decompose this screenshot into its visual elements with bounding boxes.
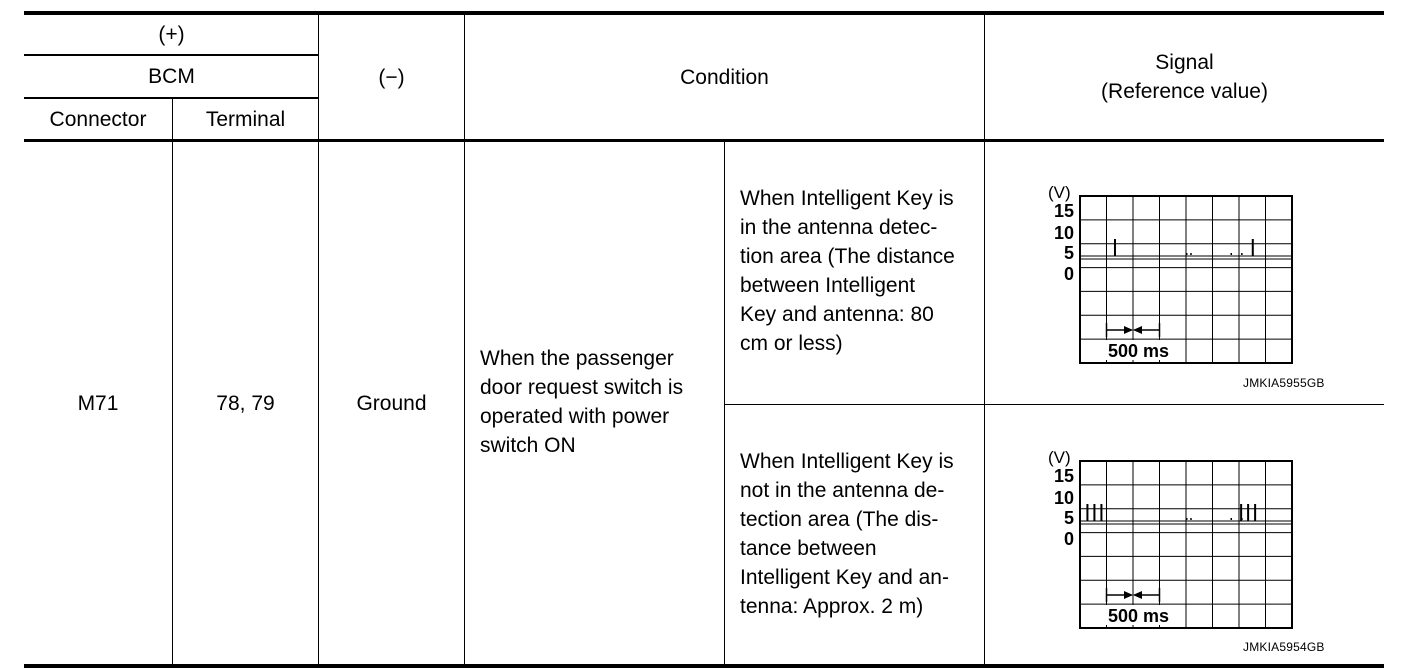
condition-main-line: operated with power (480, 405, 670, 428)
header-signal (985, 15, 1384, 139)
signal-noise (1186, 518, 1188, 520)
scope-y-tick: 5 (1063, 243, 1074, 263)
header-connector: Connector (49, 107, 147, 131)
sub-condition-1 (740, 184, 980, 358)
scope-y-tick: 5 (1063, 508, 1074, 528)
row-minus: Ground (356, 391, 427, 415)
row-connector: M71 (77, 391, 119, 415)
time-label: 500 ms (1108, 341, 1170, 361)
header-plus: (+) (158, 23, 185, 46)
row-condition-main (480, 344, 720, 460)
sub-condition-line: When Intelligent Key is (740, 187, 954, 210)
condition-main-line: door request switch is (480, 376, 684, 399)
scope-y-tick: 10 (1053, 223, 1074, 243)
sub-condition-line: tenna: Approx. 2 m) (740, 595, 924, 618)
sub-row-divider (724, 404, 1384, 405)
header-minus: (−) (378, 65, 405, 89)
scope-unit: (V) (1048, 183, 1071, 202)
sub-condition-line: in the antenna detec- (740, 216, 938, 239)
sub-condition-line: When Intelligent Key is (740, 450, 954, 473)
sub-condition-2 (740, 447, 980, 621)
header-signal-line1: Signal (1155, 51, 1214, 74)
header-terminal: Terminal (205, 107, 286, 131)
time-arrowhead (1124, 326, 1133, 334)
signal-waveform-1 (1040, 180, 1300, 365)
scope-y-tick: 0 (1063, 529, 1074, 549)
col-divider-4 (724, 141, 725, 665)
row-terminal: 78, 79 (216, 391, 275, 415)
signal-noise (1241, 253, 1243, 255)
header-bcm: BCM (148, 65, 195, 88)
condition-main-line: When the passenger (480, 347, 674, 370)
scope-y-tick: 0 (1063, 264, 1074, 284)
signal-noise (1231, 253, 1233, 255)
time-arrowhead (1133, 591, 1142, 599)
sub-condition-line: tection area (The dis- (740, 508, 939, 531)
scope-y-tick: 15 (1053, 466, 1074, 486)
signal-waveform-2 (1040, 445, 1300, 630)
sub-condition-line: Intelligent Key and an- (740, 566, 949, 589)
condition-main-line: switch ON (480, 434, 576, 457)
time-arrowhead (1133, 326, 1142, 334)
sub-condition-line: not in the antenna de- (740, 479, 945, 502)
scope-unit: (V) (1048, 448, 1071, 467)
sub-condition-line: tance between (740, 537, 877, 560)
figure-caption-2: JMKIA5954GB (1243, 640, 1325, 654)
signal-noise (1186, 253, 1188, 255)
sub-condition-line: Key and antenna: 80 (740, 303, 934, 326)
signal-noise (1241, 518, 1243, 520)
sub-condition-line: between Intelligent (740, 274, 916, 297)
figure-caption-1: JMKIA5955GB (1243, 376, 1325, 390)
sub-condition-line: tion area (The distance (740, 245, 955, 268)
signal-noise (1190, 518, 1192, 520)
sub-condition-line: cm or less) (740, 332, 843, 355)
signal-noise (1190, 253, 1192, 255)
header-condition: Condition (680, 65, 769, 89)
time-label: 500 ms (1108, 606, 1170, 626)
scope-y-tick: 15 (1053, 201, 1074, 221)
time-arrowhead (1124, 591, 1133, 599)
scope-y-tick: 10 (1053, 488, 1074, 508)
bottom-border (24, 664, 1384, 668)
signal-noise (1231, 518, 1233, 520)
header-signal-line2: (Reference value) (1101, 80, 1268, 103)
